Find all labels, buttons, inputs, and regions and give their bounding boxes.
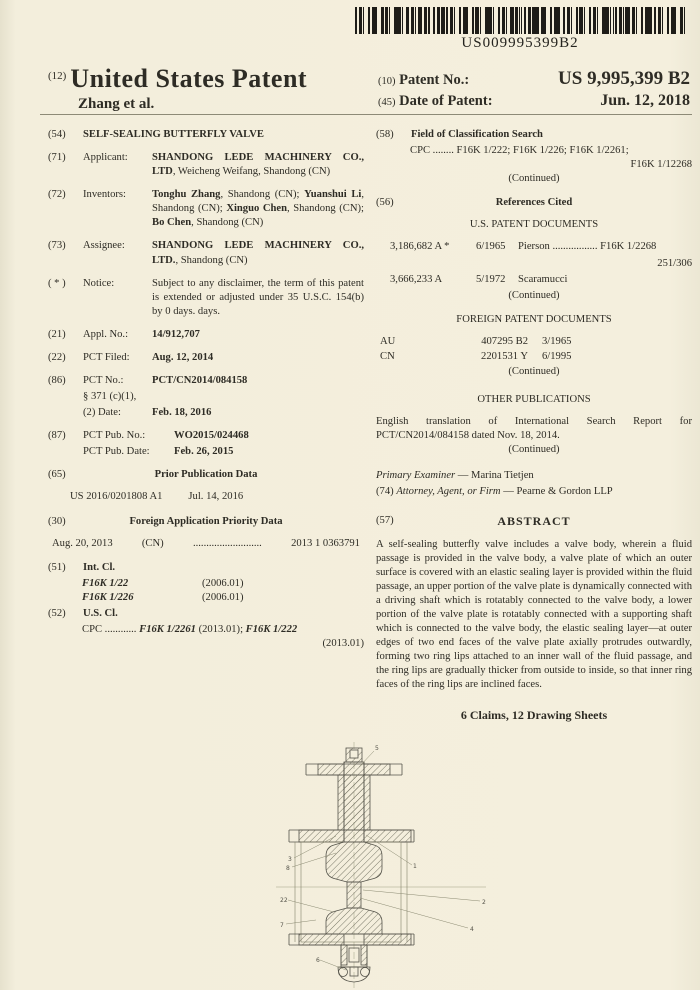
continued-note: (Continued) <box>508 173 560 185</box>
patent-date: Jun. 12, 2018 <box>600 92 690 109</box>
inid-notice: ( * ) <box>48 277 66 289</box>
applicant-value <box>152 151 364 179</box>
ref-numeral: 6 <box>316 957 320 964</box>
doc-class: F16K 1/2268 <box>600 241 657 253</box>
uscl-code: F16K 1/2261 <box>139 624 196 636</box>
sec371-date-label: (2) Date: <box>83 407 121 419</box>
us-doc-row <box>390 240 692 254</box>
foreign-docs-heading: FOREIGN PATENT DOCUMENTS <box>456 313 612 325</box>
barcode-icon <box>355 7 685 34</box>
prior-pub-heading: Prior Publication Data <box>154 469 258 481</box>
sec371-text: § 371 (c)(1), <box>83 391 137 403</box>
inid-73: (73) <box>48 240 66 252</box>
notice-label: Notice: <box>83 277 115 289</box>
sec371-row <box>48 390 364 404</box>
inid-57: (57) <box>376 514 394 526</box>
doc-dots: ................. <box>552 241 598 253</box>
prior-pub-heading-row <box>48 468 364 482</box>
ref-numeral: 7 <box>280 922 284 929</box>
inid-56: (56) <box>376 197 394 209</box>
invention-title: SELF-SEALING BUTTERFLY VALVE <box>83 129 264 140</box>
inventor-name: Bo Chen <box>152 217 192 229</box>
uscl-mid: (2013.01); <box>195 624 246 636</box>
uscl-heading-row <box>48 607 364 621</box>
attorney-label: Attorney, Agent, or Firm <box>396 486 501 498</box>
priority-number: 2013 1 0363791 <box>291 537 360 549</box>
pct-no-value: PCT/CN2014/084158 <box>152 375 248 387</box>
uscl-entry <box>82 623 364 651</box>
inventor-loc: , Shandong (CN); <box>220 189 305 201</box>
inventor-loc: , Shandong (CN); <box>152 189 364 215</box>
author-line: Zhang et al. <box>78 96 155 112</box>
inid-51: (51) <box>48 561 66 573</box>
pct-filed-label: PCT Filed: <box>83 351 130 363</box>
assignee-row <box>48 239 364 267</box>
priority-country: (CN) <box>141 537 164 549</box>
references-heading: References Cited <box>495 197 573 209</box>
field-search-cpc: CPC ........ F16K 1/222; F16K 1/226; F16K 1/2261; <box>410 145 629 157</box>
inventors-row <box>48 188 364 230</box>
doc-date: 6/1965 <box>476 241 506 253</box>
inventor-loc: , Shandong (CN); <box>287 203 364 215</box>
ref-numeral: 4 <box>470 926 474 933</box>
butterfly-valve-cross-section <box>246 740 500 990</box>
inventor-name: Tonghu Zhang <box>152 189 221 201</box>
uscl-year2: (2013.01) <box>322 638 364 650</box>
ref-numeral: 3 <box>288 856 292 863</box>
ref-numeral: 8 <box>286 865 290 872</box>
inid-30: (30) <box>48 515 66 527</box>
inid-65: (65) <box>48 469 66 481</box>
barcode-number: US009995399B2 <box>461 35 579 51</box>
spacer <box>48 445 78 459</box>
doc-number: 3,666,233 A <box>390 273 443 285</box>
header-left <box>48 64 307 113</box>
right-column <box>376 128 692 724</box>
references-heading-row <box>376 196 692 210</box>
doc-country: AU <box>380 335 396 347</box>
foreign-doc-row <box>380 335 692 349</box>
inid-10: (10) <box>378 76 396 87</box>
assignee-rest: , Shandong (CN) <box>175 254 248 266</box>
invention-title-row <box>48 128 364 142</box>
patent-drawing <box>246 740 500 990</box>
notice-row <box>48 277 364 319</box>
inventors-label: Inventors: <box>83 189 126 201</box>
doc-name: Pierson <box>518 241 550 253</box>
assignee-value <box>152 239 364 267</box>
continued-note: (Continued) <box>508 366 560 378</box>
inid-45: (45) <box>378 97 396 108</box>
inid-74: (74) <box>376 486 394 498</box>
patent-number: US 9,995,399 B2 <box>558 68 690 89</box>
intcl-code: F16K 1/22 <box>82 577 129 589</box>
ref-numeral: 2 <box>482 899 486 906</box>
abstract-heading: ABSTRACT <box>497 513 571 528</box>
assignee-label: Assignee: <box>83 240 125 252</box>
doc-country: CN <box>380 350 395 362</box>
claims-line: 6 Claims, 12 Drawing Sheets <box>460 708 608 723</box>
pct-pub-row <box>48 429 364 443</box>
foreign-priority-heading: Foreign Application Priority Data <box>129 515 283 527</box>
uscl-code: F16K 1/222 <box>245 624 298 636</box>
priority-dots: .......................... <box>192 537 262 549</box>
pct-pub-label: PCT Pub. No.: <box>83 430 146 442</box>
doc-name: Scaramucci <box>518 273 568 285</box>
doc-number: 407295 B2 <box>481 335 528 347</box>
pct-no-label: PCT No.: <box>83 375 124 387</box>
applicant-name: SHANDONG LEDE MACHINERY CO., LTD <box>152 152 364 178</box>
intcl-heading-row <box>48 561 364 575</box>
inventor-name: Yuanshui Li <box>304 189 362 201</box>
us-doc-row <box>390 273 692 287</box>
foreign-priority-entry <box>52 537 360 551</box>
inid-86: (86) <box>48 375 66 387</box>
appl-no-label: Appl. No.: <box>83 328 129 340</box>
us-docs-heading: U.S. PATENT DOCUMENTS <box>469 219 599 231</box>
inid-21: (21) <box>48 328 66 340</box>
doc-date: 3/1965 <box>542 335 572 347</box>
pct-pub-date-value: Feb. 26, 2015 <box>174 446 234 458</box>
header-divider <box>40 114 692 115</box>
ref-numeral: 1 <box>413 863 417 870</box>
pct-no-row <box>48 374 364 388</box>
uscl-cpc: CPC ............ <box>82 624 137 636</box>
inid-22: (22) <box>48 351 66 363</box>
ref-numeral: 22 <box>280 897 288 904</box>
doc-number: 2201531 Y <box>481 350 528 362</box>
appl-no-row <box>48 328 364 342</box>
appl-no-value: 14/912,707 <box>152 328 200 340</box>
sec371-date-row <box>48 406 364 420</box>
inid-58: (58) <box>376 129 394 140</box>
pct-filed-value: Aug. 12, 2014 <box>152 351 214 363</box>
examiner-value: — Marina Tietjen <box>455 470 534 482</box>
header-right <box>378 68 690 112</box>
doc-date: 6/1995 <box>542 350 572 362</box>
field-search-row <box>376 128 692 142</box>
doc-number: 3,186,682 A * <box>390 241 450 253</box>
intcl-heading: Int. Cl. <box>83 561 116 573</box>
intcl-code: F16K 1/226 <box>82 591 134 603</box>
spacer <box>48 390 78 404</box>
inid-12: (12) <box>48 70 67 82</box>
ref-numeral: 5 <box>375 745 379 752</box>
inventors-value <box>152 188 364 230</box>
inid-87: (87) <box>48 430 66 442</box>
patent-date-label: Date of Patent: <box>399 93 493 109</box>
spacer <box>152 390 364 404</box>
field-search-cpc2: F16K 1/12268 <box>630 159 692 171</box>
intcl-entry <box>82 591 364 605</box>
applicant-row <box>48 151 364 179</box>
foreign-doc-row <box>380 350 692 364</box>
examiner-label: Primary Examiner <box>376 470 456 482</box>
continued-note: (Continued) <box>508 289 560 301</box>
other-pubs-heading: OTHER PUBLICATIONS <box>477 394 591 406</box>
assignee-name: SHANDONG LEDE MACHINERY CO., LTD. <box>152 240 364 266</box>
inid-71: (71) <box>48 152 66 164</box>
intcl-year: (2006.01) <box>202 577 244 589</box>
priority-date: Aug. 20, 2013 <box>52 537 113 549</box>
inid-54: (54) <box>48 129 66 140</box>
sec371-date-value: Feb. 18, 2016 <box>152 407 212 419</box>
inventor-loc: , Shandong (CN) <box>191 217 264 229</box>
document-title: United States Patent <box>70 64 308 93</box>
notice-text: Subject to any disclaimer, the term of this patent is extended or adjusted under 35 U.S.C. 154(b) by 0 days. days. <box>152 277 364 317</box>
intcl-year: (2006.01) <box>202 591 244 603</box>
us-doc1-class2: 251/306 <box>657 257 692 269</box>
pct-pub-date-row <box>48 445 364 459</box>
inventor-name: Xinguo Chen <box>226 203 288 215</box>
prior-pub-number: US 2016/0201808 A1 <box>70 491 163 503</box>
spacer <box>48 406 78 420</box>
left-column <box>48 128 364 651</box>
field-search-heading: Field of Classification Search <box>411 129 543 140</box>
other-pubs-text: English translation of International Search Report for PCT/CN2014/084158 dated Nov. 18, 2014. <box>376 416 692 442</box>
applicant-label: Applicant: <box>83 152 128 164</box>
abstract-text: A self-sealing butterfly valve includes a valve body, wherein a fluid passage is provided in the valve body, a valve plate of which an outer surface is covered with an elastic sealing layer is provided within the fluid passage, an upper portion of the valve plate is dynamically connected with a driving shaft which is rotatably connected to the valve body, a lower portion of the valve plate is rotatably connected with a supporting shaft which is connected to the valve body, the elastic sealing layer—at outer edges of two end faces of the valve plate axially protrudes outwardly, forming two ring lips attached to an inner wall of the fluid passage, and the ring lips are gradually thicker from outside to inside, so that inner ring faces of the ring lips are inclined faces. <box>376 538 692 691</box>
uscl-heading: U.S. Cl. <box>83 607 118 619</box>
attorney-line <box>376 485 692 499</box>
pct-pub-date-label: PCT Pub. Date: <box>83 446 150 458</box>
prior-pub-data <box>70 490 364 504</box>
examiner-line <box>376 469 692 483</box>
foreign-priority-heading-row <box>48 515 364 529</box>
applicant-rest: , Weicheng Weifang, Shandong (CN) <box>172 166 331 178</box>
pct-pub-value: WO2015/024468 <box>174 430 249 442</box>
intcl-entry <box>82 577 364 591</box>
abstract-heading-row <box>376 514 692 530</box>
attorney-value: — Pearne & Gordon LLP <box>500 486 613 498</box>
inid-72: (72) <box>48 189 66 201</box>
continued-note: (Continued) <box>508 444 560 456</box>
doc-name-class <box>518 240 692 254</box>
pct-filed-row <box>48 351 364 365</box>
patent-no-label: Patent No.: <box>399 72 470 88</box>
barcode-block <box>352 7 688 52</box>
inid-52: (52) <box>48 607 66 619</box>
prior-pub-date: Jul. 14, 2016 <box>188 491 244 503</box>
doc-date: 5/1972 <box>476 273 506 285</box>
